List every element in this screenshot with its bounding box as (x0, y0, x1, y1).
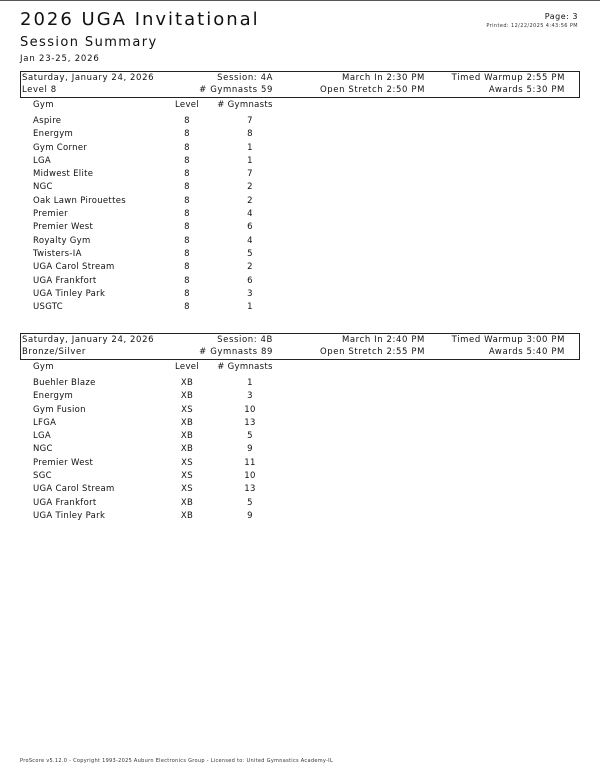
session-header-box (20, 71, 580, 98)
gym-name: Premier (33, 209, 68, 220)
gymnast-count: 1 (247, 155, 253, 166)
gymnast-count: 4 (247, 209, 253, 220)
table-header (20, 98, 580, 114)
table-row (20, 389, 580, 402)
table-row (20, 260, 580, 273)
meet-title: 2026 UGA Invitational (20, 9, 260, 30)
top-rule (0, 0, 600, 1)
table-row (20, 114, 580, 127)
table-row (20, 456, 580, 469)
gymnast-count: 10 (244, 471, 256, 482)
gymnast-count: 10 (244, 404, 256, 415)
gym-name: UGA Carol Stream (33, 484, 115, 495)
session-number: Session: 4A (217, 73, 273, 83)
gym-level: 8 (184, 262, 190, 273)
count-column-header: # Gymnasts (217, 100, 273, 110)
march-in-time: March In 2:30 PM (341, 73, 425, 83)
session-gym-list (20, 114, 580, 313)
gymnast-count: 2 (247, 195, 253, 206)
gym-name: Royalty Gym (33, 235, 91, 246)
gymnast-count: 7 (247, 116, 253, 126)
gym-level: 8 (184, 222, 190, 233)
gym-level: 8 (184, 116, 190, 126)
gym-column-header: Gym (33, 362, 54, 372)
session-gymnast-total: # Gymnasts 59 (199, 85, 273, 95)
table-row (20, 429, 580, 442)
gymnast-count: 13 (244, 484, 256, 495)
gymnast-count: 8 (247, 129, 253, 140)
gym-column-header: Gym (33, 100, 54, 110)
gym-name: UGA Frankfort (33, 275, 97, 286)
gymnast-count: 11 (244, 457, 256, 468)
table-row (20, 207, 580, 220)
gym-name: USGTC (33, 302, 64, 313)
table-row (20, 220, 580, 233)
table-row (20, 141, 580, 154)
report-subtitle: Session Summary (20, 35, 158, 50)
gym-level: 8 (184, 288, 190, 299)
gym-name: Energym (33, 129, 74, 140)
session-header-box (20, 333, 580, 360)
gym-level: XS (181, 471, 193, 482)
gymnast-count: 13 (244, 417, 256, 428)
gymnast-count: 2 (247, 262, 253, 273)
table-row (20, 167, 580, 180)
gymnast-count: 1 (247, 378, 253, 388)
table-row (20, 416, 580, 429)
gym-level: 8 (184, 235, 190, 246)
open-stretch-time: Open Stretch 2:55 PM (319, 347, 425, 357)
gym-name: Gym Corner (33, 142, 88, 153)
session-number: Session: 4B (217, 335, 273, 345)
table-row (20, 127, 580, 140)
gym-name: Twisters-IA (33, 248, 82, 259)
table-row (20, 194, 580, 207)
session-group: Bronze/Silver (22, 347, 86, 357)
gym-level: 8 (184, 129, 190, 140)
gym-name: Aspire (33, 116, 62, 126)
session-block-4b (20, 333, 580, 522)
gym-level: 8 (184, 302, 190, 313)
gym-level: 8 (184, 209, 190, 220)
session-day: Saturday, January 24, 2026 (22, 73, 155, 83)
gym-name: Premier West (33, 457, 94, 468)
table-header (20, 360, 580, 376)
gym-level: 8 (184, 155, 190, 166)
awards-time: Awards 5:30 PM (488, 85, 565, 95)
gym-level: 8 (184, 142, 190, 153)
level-column-header: Level (175, 100, 199, 110)
gym-name: Oak Lawn Pirouettes (33, 195, 126, 206)
gym-level: XB (180, 510, 194, 521)
table-row (20, 247, 580, 260)
gym-level: XB (180, 378, 194, 388)
gym-level: XB (180, 497, 194, 508)
session-gym-list (20, 376, 580, 522)
gym-level: 8 (184, 248, 190, 259)
gymnast-count: 1 (247, 302, 253, 313)
gymnast-count: 3 (247, 391, 253, 402)
march-in-time: March In 2:40 PM (341, 335, 425, 345)
table-row (20, 234, 580, 247)
gymnast-count: 5 (247, 497, 253, 508)
table-row (20, 482, 580, 495)
gym-name: LGA (33, 431, 52, 442)
gym-level: XS (181, 457, 193, 468)
table-row (20, 469, 580, 482)
gymnast-count: 9 (247, 444, 253, 455)
gymnast-count: 5 (247, 431, 253, 442)
gym-name: LGA (33, 155, 52, 166)
gym-name: Energym (33, 391, 74, 402)
session-day: Saturday, January 24, 2026 (22, 335, 155, 345)
session-group: Level 8 (22, 85, 57, 95)
awards-time: Awards 5:40 PM (488, 347, 565, 357)
gym-name: NGC (33, 444, 53, 455)
gym-name: UGA Carol Stream (33, 262, 115, 273)
gym-level: XB (180, 391, 194, 402)
open-stretch-time: Open Stretch 2:50 PM (319, 85, 425, 95)
gymnast-count: 7 (247, 169, 253, 180)
gym-level: 8 (184, 195, 190, 206)
page-number: Page: 3 (544, 12, 578, 21)
footer-copyright: ProScore v5.12.0 - Copyright 1993-2025 Auburn Electronics Group - Licensed to: United Gymnastics Academy-IL (20, 758, 333, 764)
timed-warmup-time: Timed Warmup 3:00 PM (451, 335, 565, 345)
gym-name: SGC (33, 471, 52, 482)
gym-level: XB (180, 417, 194, 428)
gym-level: 8 (184, 169, 190, 180)
gymnast-count: 6 (247, 275, 253, 286)
gymnast-count: 9 (247, 510, 253, 521)
gym-name: Gym Fusion (33, 404, 86, 415)
table-row (20, 442, 580, 455)
gym-level: XB (180, 431, 194, 442)
gymnast-count: 2 (247, 182, 253, 193)
table-row (20, 403, 580, 416)
level-column-header: Level (175, 362, 199, 372)
gymnast-count: 6 (247, 222, 253, 233)
gym-name: LFGA (33, 417, 57, 428)
gym-level: XS (181, 404, 193, 415)
gym-name: UGA Tinley Park (33, 288, 106, 299)
session-gymnast-total: # Gymnasts 89 (199, 347, 273, 357)
table-row (20, 154, 580, 167)
gym-name: UGA Tinley Park (33, 510, 106, 521)
table-row (20, 376, 580, 389)
gymnast-count: 3 (247, 288, 253, 299)
gym-name: Buehler Blaze (33, 378, 96, 388)
gym-level: 8 (184, 275, 190, 286)
gym-name: Midwest Elite (33, 169, 94, 180)
gymnast-count: 1 (247, 142, 253, 153)
meet-date-range: Jan 23-25, 2026 (20, 54, 100, 64)
table-row (20, 274, 580, 287)
gym-level: XS (181, 484, 193, 495)
gym-name: NGC (33, 182, 53, 193)
gym-level: 8 (184, 182, 190, 193)
gym-name: Premier West (33, 222, 94, 233)
table-row (20, 496, 580, 509)
table-row (20, 300, 580, 313)
gym-level: XB (180, 444, 194, 455)
gymnast-count: 5 (247, 248, 253, 259)
table-row (20, 509, 580, 522)
table-row (20, 180, 580, 193)
table-row (20, 287, 580, 300)
timed-warmup-time: Timed Warmup 2:55 PM (451, 73, 565, 83)
gymnast-count: 4 (247, 235, 253, 246)
session-block-4a (20, 71, 580, 313)
printed-timestamp: Printed: 12/22/2025 4:43:56 PM (486, 23, 578, 29)
gym-name: UGA Frankfort (33, 497, 97, 508)
count-column-header: # Gymnasts (217, 362, 273, 372)
